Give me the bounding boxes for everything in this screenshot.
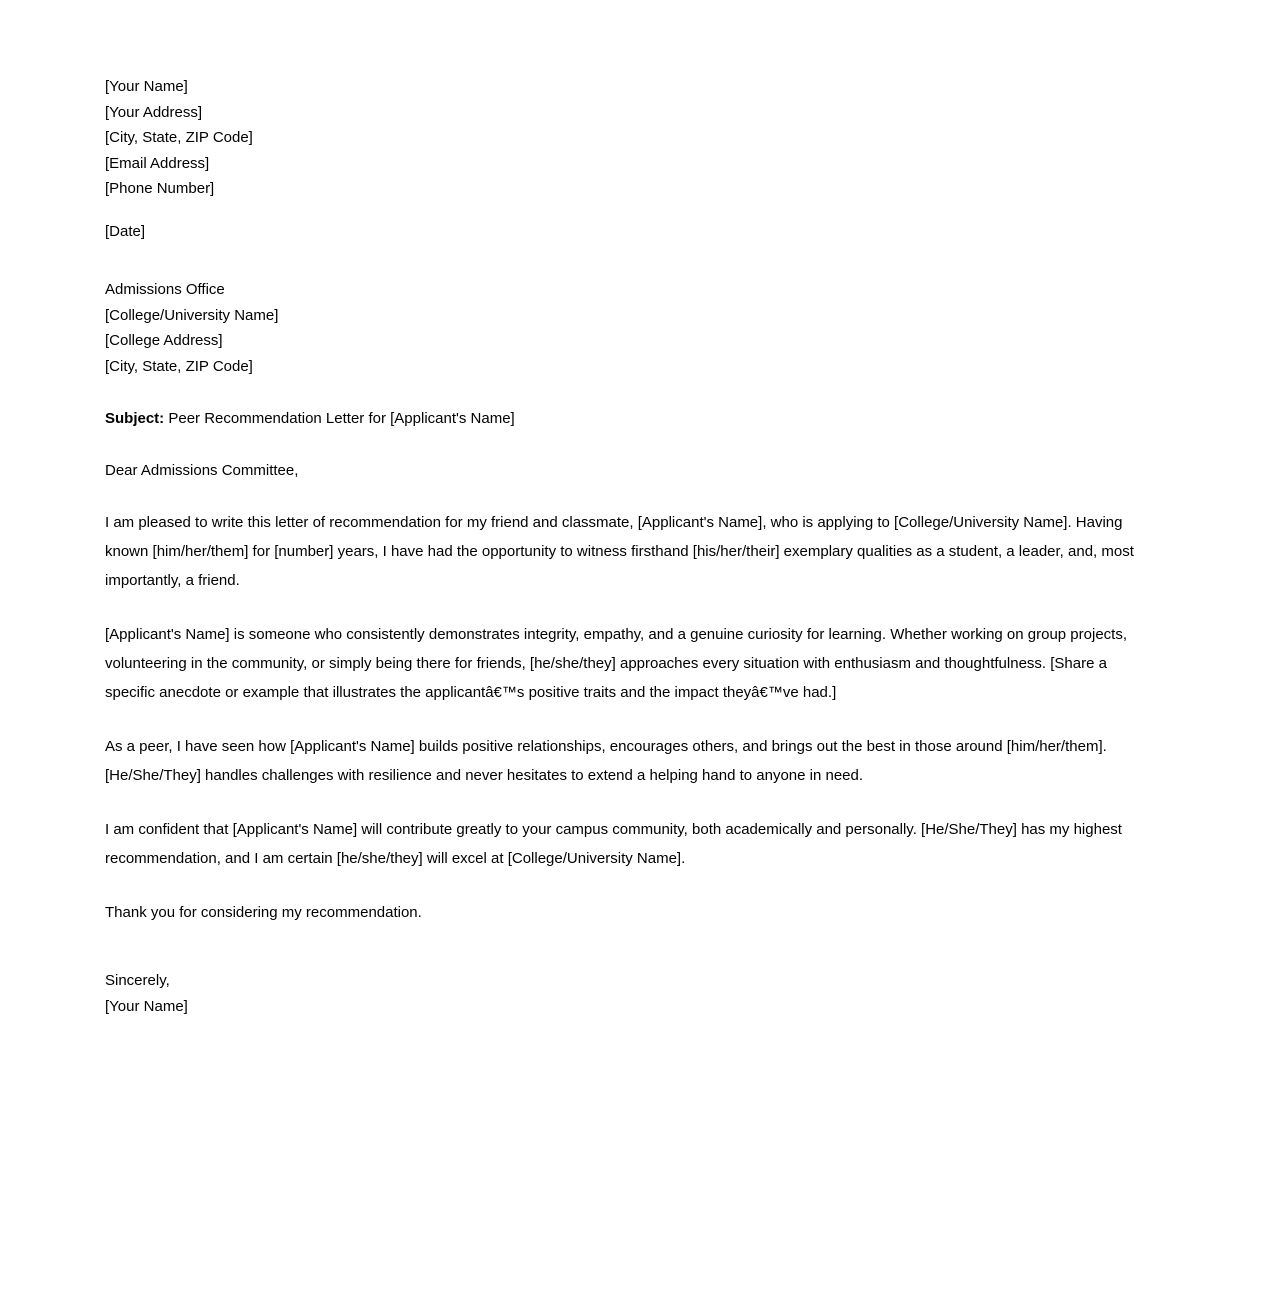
subject-line	[105, 406, 1145, 432]
sender-email: [Email Address]	[105, 154, 210, 172]
body-paragraph-2: [Applicant's Name] is someone who consistently demonstrates integrity, empathy, and a genuine curiosity for learning. Whether working on group projects, volunteering in the community, or simply being there for friends, [he/she/they] approaches every situation with enthusiasm and thoughtfulness. [Share a specific anecdote or example that illustrates the applicantâ€™s positive traits and the impact theyâ€™ve had.]	[105, 626, 1127, 701]
spacer-before-paragraph-5	[105, 873, 1145, 898]
body-paragraph-1: I am pleased to write this letter of recommendation for my friend and classmate, [Applicant's Name], who is applying to [College/University Name]. Having known [him/her/them] for [number] years, I have had the opportunity to witness firsthand [his/her/their] exemplary qualities as a student, a leader, and, most importantly, a friend.	[105, 514, 1134, 589]
spacer-before-date	[105, 202, 1145, 219]
spacer-before-paragraph-4	[105, 790, 1145, 815]
recipient-address-block	[105, 277, 1145, 379]
sender-street: [Your Address]	[105, 103, 203, 121]
recipient-office: Admissions Office	[105, 281, 225, 298]
salutation: Dear Admissions Committee,	[105, 461, 299, 479]
spacer-before-subject	[105, 379, 1145, 406]
spacer-before-paragraph-1	[105, 483, 1145, 508]
sender-city-state-zip: [City, State, ZIP Code]	[105, 129, 253, 146]
spacer-before-salutation	[105, 432, 1145, 458]
subject-label: Subject:	[105, 410, 165, 427]
letter-date: [Date]	[105, 222, 146, 240]
closing-block	[105, 968, 1145, 1020]
letter-body	[105, 74, 1145, 1020]
sender-address-block	[105, 74, 1145, 202]
signature-name: [Your Name]	[105, 998, 188, 1015]
valediction: Sincerely,	[105, 972, 170, 989]
date-block	[105, 219, 1145, 245]
body-paragraph-4: I am confident that [Applicant's Name] will contribute greatly to your campus community, both academically and personally. [He/She/They] has my highest recommendation, and I am certain [he/she/they] will excel at [College/University Name].	[105, 821, 1122, 867]
spacer-before-paragraph-2	[105, 595, 1145, 620]
sender-phone: [Phone Number]	[105, 180, 215, 197]
spacer-before-closing	[105, 927, 1145, 968]
recipient-city-state-zip: [City, State, ZIP Code]	[105, 357, 253, 375]
recipient-institution: [College/University Name]	[105, 306, 279, 324]
recipient-street: [College Address]	[105, 332, 223, 349]
spacer-before-recipient	[105, 244, 1145, 277]
spacer-before-paragraph-3	[105, 707, 1145, 732]
subject-text: Peer Recommendation Letter for [Applicant's Name]	[164, 410, 515, 427]
body-paragraph-5: Thank you for considering my recommendation.	[105, 904, 422, 921]
body-paragraph-3: As a peer, I have seen how [Applicant's Name] builds positive relationships, encourages others, and brings out the best in those around [him/her/them]. [He/She/They] handles challenges with resilience and never hesitates to extend a helping hand to anyone in need.	[105, 738, 1107, 784]
sender-name: [Your Name]	[105, 78, 188, 95]
